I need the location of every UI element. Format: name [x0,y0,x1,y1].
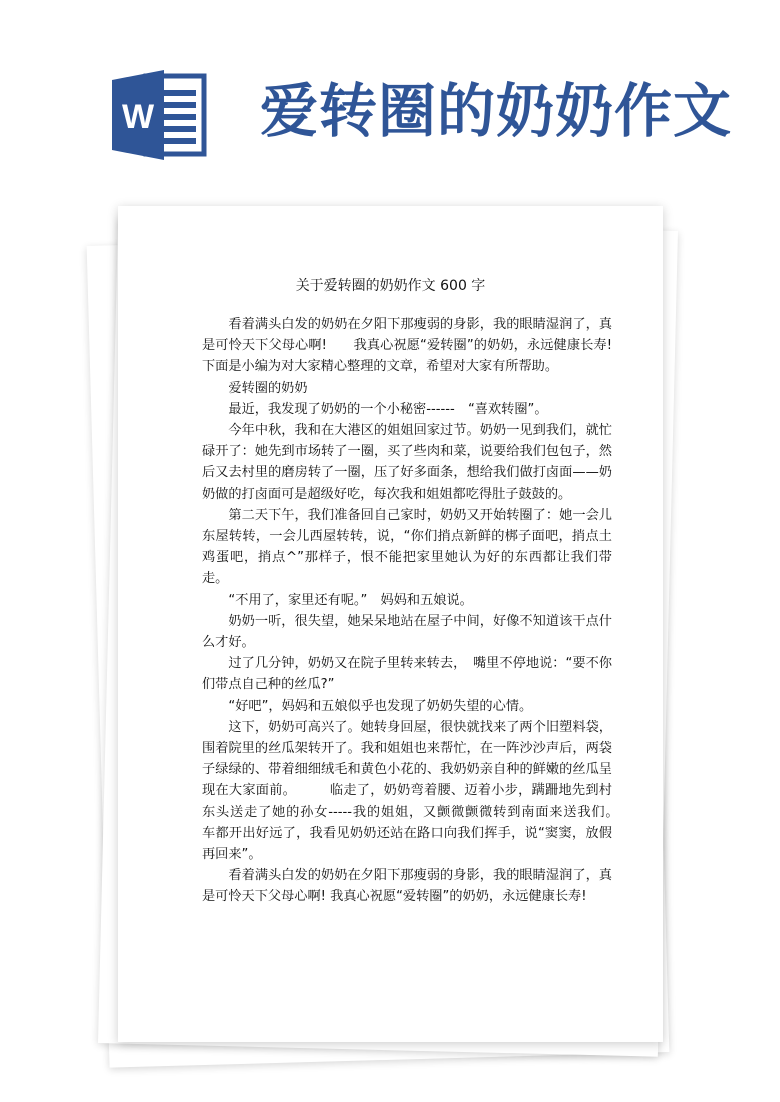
paragraph: 今年中秋，我和在大港区的姐姐回家过节。奶奶一见到我们，就忙碌开了：她先到市场转了一圈，买了些肉和菜，说要给我们包包子，然后又去村里的磨房转了一圈，压了好多面条，想给我们做打卤面——奶奶做的打卤面可是超级好吃，每次我和姐姐都吃得肚子鼓鼓的。 [202,423,612,502]
svg-text:W: W [121,98,155,136]
document-title: 关于爱转圈的奶奶作文 600 字 [295,278,486,294]
banner-title: 爱转圈的奶奶作文 [260,77,733,145]
paragraph: 奶奶一听，很失望，她呆呆地站在屋子中间，好像不知道该干点什么才好。 [202,613,612,651]
paragraph: 看着满头白发的奶奶在夕阳下那瘦弱的身影，我的眼睛湿润了，真是可怜天下父母心啊! 我真心祝愿“爱转圈”的奶奶，永远健康长寿! 下面是小编为对大家精心整理的文章，希望对大家有所帮助。 [202,317,626,375]
document-body [202,314,626,908]
document-page [118,206,663,1042]
paragraph: “不用了，家里还有呢。” 妈妈和五娘说。 [228,592,473,608]
paragraph: “好吧”，妈妈和五娘似乎也发现了奶奶失望的心情。 [228,698,533,714]
paragraph: 最近，我发现了奶奶的一个小秘密------ “喜欢转圈”。 [228,401,548,417]
word-document-icon [112,70,208,160]
paragraph: 第二天下午，我们准备回自己家时，奶奶又开始转圈了：她一会儿东屋转转，一会儿西屋转转，说，“你们捎点新鲜的梆子面吧，捎点土鸡蛋吧，捎点^”那样子，恨不能把家里她认为好的东西都让我们带走。 [202,507,612,587]
paragraph: 过了几分钟，奶奶又在院子里转来转去， 嘴里不停地说：“要不你们带点自己种的丝瓜?” [202,656,612,693]
paragraph: 看着满头白发的奶奶在夕阳下那瘦弱的身影，我的眼睛湿润了，真是可怜天下父母心啊! 我真心祝愿“爱转圈”的奶奶，永远健康长寿! [202,868,612,905]
paragraph: 爱转圈的奶奶 [228,380,308,396]
banner [0,0,780,190]
paragraph: 这下，奶奶可高兴了。她转身回屋，很快就找来了两个旧塑料袋，围着院里的丝瓜架转开了。我和姐姐也来帮忙，在一阵沙沙声后，两袋子绿绿的、带着细细绒毛和黄色小花的、我奶奶亲自种的鲜嫩的丝瓜呈现在大家面前。 临走了，奶奶弯着腰、迈着小步，蹒跚地先到村东头送走了她的孙女-----我的姐姐，又颤微颤微转到南面来送我们。 车都开出好远了，我看见奶奶还站在路口向我们挥手，说“窦窦，放假再回来”。 [202,719,626,863]
